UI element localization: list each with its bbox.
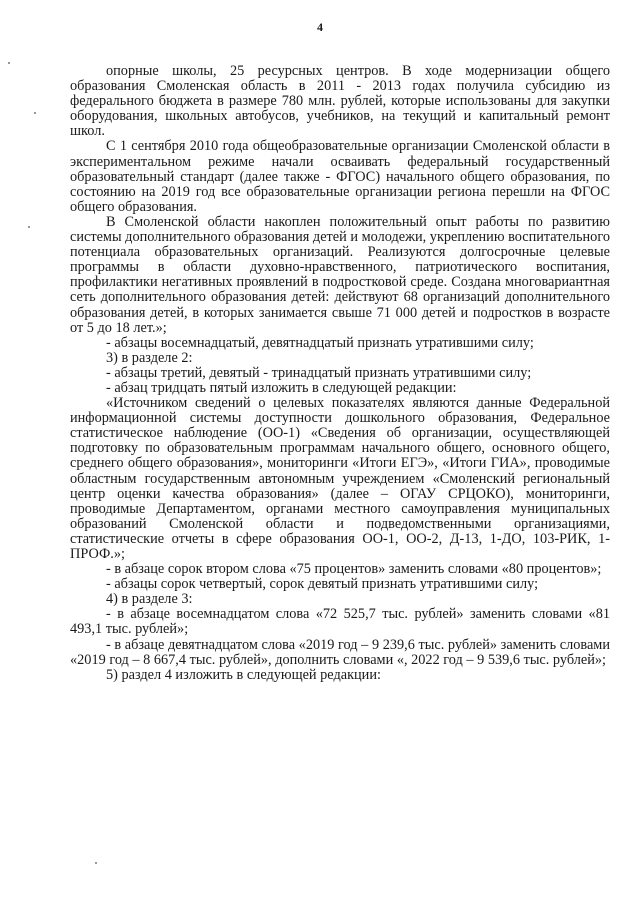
- paragraph: - абзацы третий, девятый - тринадцатый признать утратившими силу;: [106, 364, 532, 381]
- paragraph: 5) раздел 4 изложить в следующей редакции:: [106, 666, 381, 683]
- paragraph: В Смоленской области накоплен положительный опыт работы по развитию системы дополнительного образования детей и молодежи, укреплению воспитательного потенциала образовательных организаций. Реализуются долгосрочные целевые программы в области духовно-нравственного, патриотического воспитания, профилактики негативных проявлений в подростковой среде. Создана многовариантная сеть дополнительного образования детей: действуют 68 организаций дополнительного образования детей, в которых занимается свыше 71 000 детей и подростков в возрасте от 5 до 18 лет.»;: [70, 213, 610, 336]
- paragraph: опорные школы, 25 ресурсных центров. В ходе модернизации общего образования Смоленская область в 2011 - 2013 годах получила субсидию из федерального бюджета в размере 780 млн. рублей, которые использованы для закупки оборудования, школьных автобусов, учебников, на текущий и капитальный ремонт школ.: [70, 63, 610, 140]
- paragraph: 3) в разделе 2:: [106, 349, 193, 366]
- scan-speck: [95, 862, 97, 864]
- scan-speck: [28, 226, 30, 228]
- paragraph: «Источником сведений о целевых показателях являются данные Федеральной информационной системы доступности дошкольного образования, Федеральное статистическое наблюдение (ОО-1) «Сведения об организации, осуществляющей подготовку по образовательным программам начального общего, основного общего, среднего общего образования», мониторинги «Итоги ЕГЭ», «Итоги ГИА», проводимые областным государственным автономным учреждением «Смоленский региональный центр оценки качества образования» (далее – ОГАУ СРЦОКО), мониторинги, проводимые Департаментом, органами местного самоуправления муниципальных образований Смоленской области и подведомственными организациями, статистические отчеты в сфере образования ОО-1, ОО-2, Д-13, 1-ДО, 103-РИК, 1-ПРОФ.»;: [70, 395, 610, 562]
- paragraph: - в абзаце восемнадцатом слова «72 525,7 тыс. рублей» заменить словами «81 493,1 тыс. рублей»;: [70, 606, 610, 638]
- paragraph: С 1 сентября 2010 года общеобразовательные организации Смоленской области в экспериментальном режиме начали осваивать федеральный государственный образовательный стандарт (далее также - ФГОС) начального общего образования, по состоянию на 2019 год все образовательные организации региона перешли на ФГОС общего образования.: [70, 138, 610, 215]
- paragraph: - абзацы сорок четвертый, сорок девятый признать утратившими силу;: [106, 576, 539, 593]
- page-number: 4: [317, 20, 323, 34]
- document-body: [70, 64, 610, 683]
- scan-speck: [34, 112, 36, 114]
- paragraph: - абзацы восемнадцатый, девятнадцатый признать утратившими силу;: [106, 334, 534, 351]
- paragraph: - абзац тридцать пятый изложить в следующей редакции:: [106, 379, 457, 396]
- paragraph: 4) в разделе 3:: [106, 591, 193, 608]
- paragraph: - в абзаце девятнадцатом слова «2019 год – 9 239,6 тыс. рублей» заменить словами «2019 год – 8 667,4 тыс. рублей», дополнить словами «, 2022 год – 9 539,6 тыс. рублей»;: [70, 636, 610, 668]
- paragraph: - в абзаце сорок втором слова «75 процентов» заменить словами «80 процентов»;: [106, 561, 602, 578]
- scan-speck: [8, 62, 10, 64]
